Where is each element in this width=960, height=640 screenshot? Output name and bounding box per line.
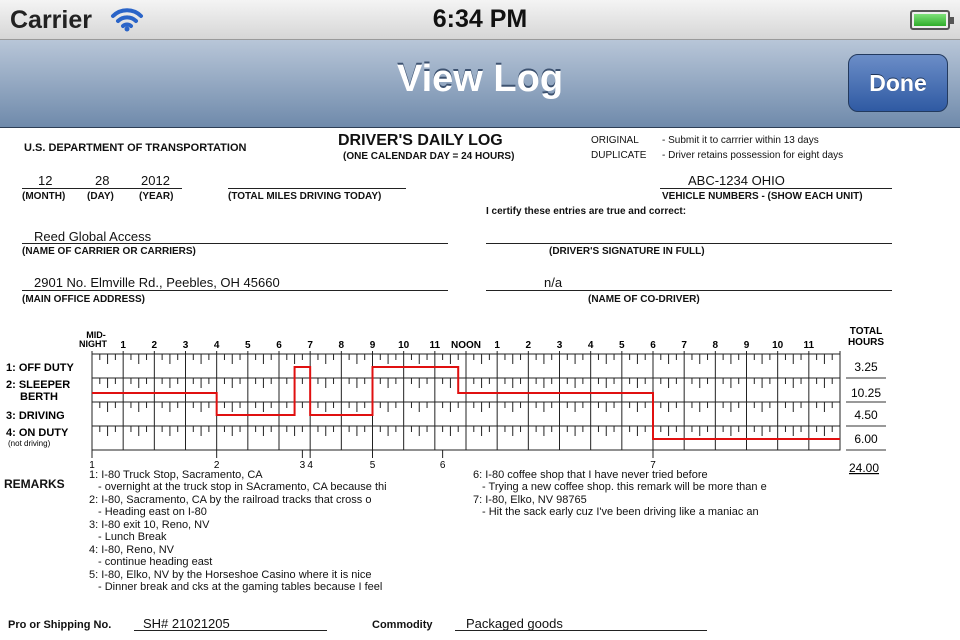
hour-tick-label: 1: [120, 340, 126, 351]
remark-note: - continue heading east: [98, 556, 213, 568]
hour-tick-label: 2: [525, 340, 532, 351]
remark-location: 1: I-80 Truck Stop, Sacramento, CA: [89, 469, 263, 481]
remark-location: 6: I-80 coffee shop that I have never tried before: [473, 469, 708, 481]
remark-location: 4: I-80, Reno, NV: [89, 544, 174, 556]
signature-caption: (DRIVER'S SIGNATURE IN FULL): [549, 246, 705, 257]
day-caption: (DAY): [87, 191, 114, 202]
hour-tick-label: 3: [182, 340, 189, 351]
original-note: - Submit it to carrrier within 13 days: [662, 135, 819, 146]
remarks-left-column: [89, 469, 387, 594]
remark-item: [473, 469, 767, 494]
remark-item: [473, 494, 767, 519]
row-total-hours: 3.25: [854, 360, 878, 374]
commodity-value: Packaged goods: [466, 616, 563, 631]
vehicle-caption: VEHICLE NUMBERS - (SHOW EACH UNIT): [662, 191, 863, 202]
remark-item: [89, 569, 387, 594]
remark-note: - Hit the sack early cuz I've been driving like a maniac an: [482, 506, 759, 518]
remark-marker-label: 7: [650, 460, 656, 471]
commodity-underline: [455, 630, 707, 631]
hour-tick-label: 9: [369, 340, 376, 351]
remark-note: - Lunch Break: [98, 531, 167, 543]
remark-marker-label: 1: [89, 460, 95, 471]
hour-tick-label: 10: [772, 340, 784, 351]
duty-row-label: 3: DRIVING: [6, 410, 65, 422]
certify-text: I certify these entries are true and correct:: [486, 206, 687, 217]
remark-marker-label: 6: [439, 460, 446, 471]
hour-tick-label: 7: [681, 340, 687, 351]
main-office-value: 2901 No. Elmville Rd., Peebles, OH 45660: [34, 275, 280, 290]
remark-marker-label: 3: [299, 460, 306, 471]
midnight-label: NIGHT: [79, 339, 107, 349]
pro-shipping-label: Pro or Shipping No.: [8, 619, 112, 631]
remark-note: - Heading east on I-80: [98, 506, 207, 518]
noon-label: NOON: [451, 340, 481, 351]
duty-row-sublabel: (not driving): [8, 439, 51, 448]
log-title: DRIVER'S DAILY LOG: [338, 132, 503, 149]
month-caption: (MONTH): [22, 191, 66, 202]
remark-marker-label: 5: [369, 460, 376, 471]
vehicle-numbers-value: ABC-1234 OHIO: [688, 173, 785, 188]
carrier-name-value: Reed Global Access: [34, 229, 152, 244]
hour-tick-label: 4: [213, 340, 220, 351]
total-miles-caption: (TOTAL MILES DRIVING TODAY): [228, 191, 382, 202]
main-office-caption: (MAIN OFFICE ADDRESS): [22, 294, 145, 305]
remark-location: 2: I-80, Sacramento, CA by the railroad tracks that cross o: [89, 494, 372, 506]
duty-row-sublabel: BERTH: [20, 391, 58, 403]
co-driver-caption: (NAME OF CO-DRIVER): [588, 294, 700, 305]
remark-location: 7: I-80, Elko, NV 98765: [473, 494, 587, 506]
year-caption: (YEAR): [139, 191, 174, 202]
duty-row-label: 2: SLEEPER: [6, 379, 71, 391]
total-hours-label: HOURS: [847, 337, 885, 348]
remark-item: [89, 519, 387, 544]
hour-tick-label: 5: [245, 340, 251, 351]
original-label: ORIGINAL: [591, 135, 639, 146]
remarks-right-column: [473, 469, 767, 519]
hour-tick-label: 6: [276, 340, 282, 351]
co-driver-value: n/a: [544, 275, 563, 290]
hour-tick-label: 7: [307, 340, 313, 351]
hour-tick-label: 8: [712, 340, 719, 351]
midnight-label: MID-: [86, 330, 106, 340]
duplicate-note: - Driver retains possession for eight days: [662, 150, 844, 161]
hour-tick-label: 6: [650, 340, 656, 351]
hour-tick-label: 3: [556, 340, 563, 351]
remark-note: - Trying a new coffee shop. this remark will be more than e: [482, 481, 767, 493]
carrier-label: Carrier: [10, 6, 92, 34]
driver-daily-log: [0, 128, 960, 640]
remark-location: 3: I-80 exit 10, Reno, NV: [89, 519, 210, 531]
day-value: 28: [95, 173, 110, 188]
hour-tick-label: 2: [151, 340, 158, 351]
log-subtitle: (ONE CALENDAR DAY = 24 HOURS): [343, 151, 515, 162]
hour-tick-label: 5: [619, 340, 625, 351]
total-hours-label: TOTAL: [849, 326, 883, 337]
remark-note: - overnight at the truck stop in SAcramento, CA because thi: [98, 481, 387, 493]
year-value: 2012: [141, 173, 170, 188]
hour-tick-label: 10: [398, 340, 410, 351]
battery-icon: [910, 10, 950, 30]
department-heading: U.S. DEPARTMENT OF TRANSPORTATION: [24, 142, 247, 154]
status-bar: [0, 0, 960, 40]
page-title: View Log: [396, 58, 564, 100]
remark-item: [89, 494, 387, 519]
hour-tick-label: 11: [429, 340, 441, 351]
remark-location: 5: I-80, Elko, NV by the Horseshoe Casino where it is nice: [89, 569, 372, 581]
row-total-hours: 10.25: [850, 386, 882, 400]
remark-item: [89, 469, 387, 494]
remark-item: [89, 544, 387, 569]
grand-total-hours: 24.00: [848, 461, 880, 475]
remarks-title: REMARKS: [4, 477, 65, 491]
done-button[interactable]: Done: [848, 54, 948, 112]
hour-tick-label: 1: [494, 340, 500, 351]
carrier-caption: (NAME OF CARRIER OR CARRIERS): [22, 246, 196, 257]
hour-tick-label: 4: [587, 340, 594, 351]
hour-tick-label: 8: [338, 340, 345, 351]
remark-marker-label: 4: [307, 460, 313, 471]
duplicate-label: DUPLICATE: [591, 150, 647, 161]
month-value: 12: [38, 173, 53, 188]
pro-shipping-value: SH# 21021205: [143, 616, 230, 631]
duty-row-label: 4: ON DUTY: [6, 427, 69, 439]
pro-shipping-underline: [134, 630, 327, 631]
hour-tick-label: 11: [803, 340, 815, 351]
commodity-label: Commodity: [372, 619, 433, 631]
duty-row-label: 1: OFF DUTY: [6, 362, 74, 374]
navigation-bar: [0, 40, 960, 128]
clock-time: 6:34 PM: [432, 5, 528, 33]
remark-note: - Dinner break and cks at the gaming tables because I feel: [98, 581, 383, 593]
remark-marker-label: 2: [213, 460, 220, 471]
row-total-hours: 4.50: [854, 408, 878, 422]
row-total-hours: 6.00: [854, 432, 878, 446]
hour-tick-label: 9: [743, 340, 750, 351]
